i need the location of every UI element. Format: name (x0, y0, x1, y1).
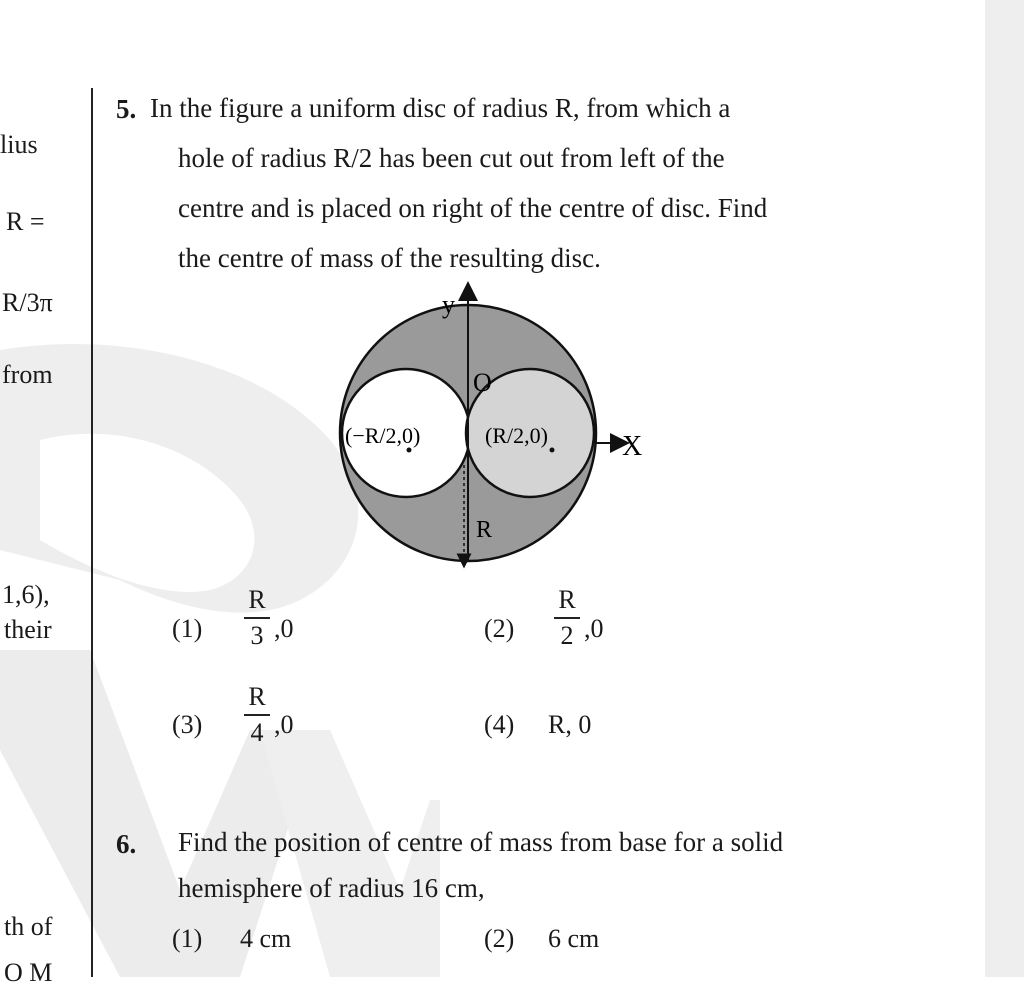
fraction-denominator: 4 (250, 718, 264, 747)
question-number: 6. (116, 829, 137, 859)
left-fragment: R = (6, 207, 45, 236)
fraction-numerator: R (558, 585, 576, 614)
left-fragment: R/3π (2, 288, 53, 317)
disc-diagram (330, 275, 670, 585)
radius-label: R (476, 517, 493, 543)
question-line: the centre of mass of the resulting disc. (178, 243, 601, 273)
option-text: 4 cm (240, 924, 292, 953)
option-rest: ,0 (274, 710, 294, 739)
option-number: (1) (172, 614, 203, 643)
origin-label: O (473, 368, 492, 397)
option-text: 6 cm (548, 924, 600, 953)
left-point-label: (−R/2,0) (345, 423, 421, 448)
option-number: (2) (484, 924, 515, 953)
option-rest: ,0 (274, 614, 294, 643)
right-margin-strip (985, 0, 1024, 977)
option-number: (4) (484, 710, 515, 739)
left-fragment: 1,6), (2, 580, 50, 609)
option-fraction (244, 683, 270, 747)
fraction-denominator: 3 (250, 621, 264, 650)
question-number: 5. (116, 94, 137, 124)
option-text: R, 0 (548, 710, 592, 739)
left-fragment: lius (0, 130, 38, 159)
question-text (150, 83, 767, 283)
question-line: hole of radius R/2 has been cut out from left of the (178, 143, 725, 173)
question-line: In the figure a uniform disc of radius R, from which a (150, 93, 731, 123)
question-text (178, 819, 783, 911)
question-line: centre and is placed on right of the centre of disc. Find (178, 193, 768, 223)
option-number: (1) (172, 924, 203, 953)
fraction-denominator: 2 (560, 621, 574, 650)
question-line: hemisphere of radius 16 cm, (178, 873, 485, 903)
y-label: y (442, 290, 455, 319)
option-rest: ,0 (584, 614, 604, 643)
option-fraction (244, 586, 270, 650)
right-point-label: (R/2,0) (485, 423, 548, 448)
fraction-numerator: R (248, 585, 266, 614)
left-fragment: from (2, 360, 53, 389)
left-fragment: O M (4, 958, 53, 987)
x-label: X (622, 431, 643, 462)
column-divider (91, 88, 93, 977)
right-centre-dot (550, 448, 555, 453)
left-fragment: their (4, 615, 52, 644)
option-number: (3) (172, 710, 203, 739)
fraction-numerator: R (248, 682, 266, 711)
question-line: Find the position of centre of mass from base for a solid (178, 827, 784, 857)
left-fragment: th of (4, 912, 53, 941)
left-centre-dot (407, 448, 412, 453)
option-fraction (554, 586, 580, 650)
option-number: (2) (484, 614, 515, 643)
